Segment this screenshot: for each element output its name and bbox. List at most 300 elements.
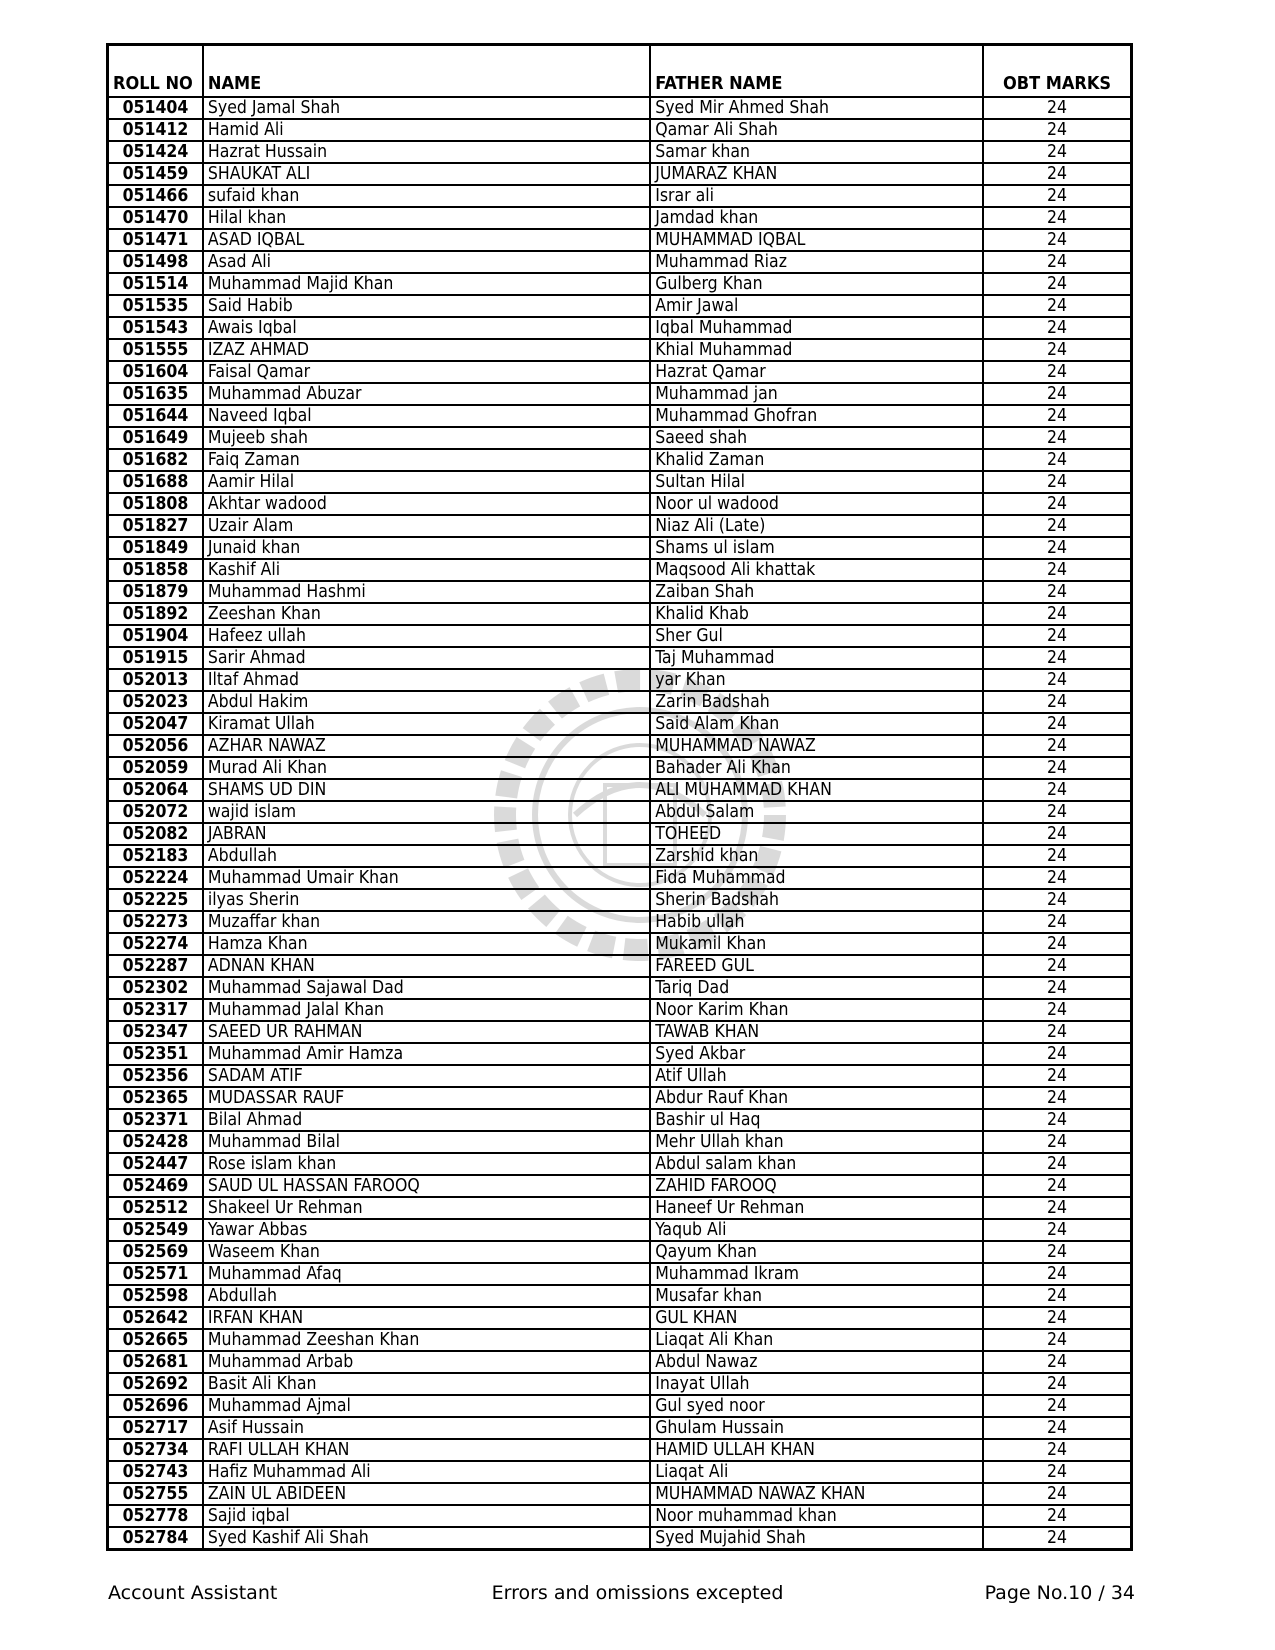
table-row (108, 1329, 1132, 1351)
name-cell: Muhammad Majid Khan (203, 273, 650, 295)
marks-cell: 24 (983, 1439, 1131, 1461)
name-cell: Muhammad Amir Hamza (203, 1043, 650, 1065)
marks-cell: 24 (983, 493, 1131, 515)
roll-no-cell: 052696 (108, 1395, 203, 1417)
marks-cell: 24 (983, 867, 1131, 889)
name-cell: Said Habib (203, 295, 650, 317)
table-row (108, 1219, 1132, 1241)
table-row (108, 867, 1132, 889)
table-row (108, 1153, 1132, 1175)
table-row (108, 97, 1132, 119)
marks-cell: 24 (983, 625, 1131, 647)
table-row (108, 449, 1132, 471)
father-name-cell: Haneef Ur Rehman (650, 1197, 983, 1219)
father-name-cell: Sher Gul (650, 625, 983, 647)
marks-cell: 24 (983, 317, 1131, 339)
father-name-cell: Sultan Hilal (650, 471, 983, 493)
father-name-cell: MUHAMMAD NAWAZ (650, 735, 983, 757)
name-cell: Hafiz Muhammad Ali (203, 1461, 650, 1483)
father-name-cell: Muhammad Ikram (650, 1263, 983, 1285)
name-cell: Muzaffar khan (203, 911, 650, 933)
name-cell: Uzair Alam (203, 515, 650, 537)
table-row (108, 317, 1132, 339)
name-cell: Hamid Ali (203, 119, 650, 141)
table-row (108, 823, 1132, 845)
name-cell: Asad Ali (203, 251, 650, 273)
name-cell: Junaid khan (203, 537, 650, 559)
footer-center: Errors and omissions excepted (491, 1582, 784, 1604)
roll-no-cell: 052371 (108, 1109, 203, 1131)
table-row (108, 603, 1132, 625)
name-cell: Abdullah (203, 845, 650, 867)
obt-marks-header: OBT MARKS (983, 45, 1131, 98)
father-name-cell: Iqbal Muhammad (650, 317, 983, 339)
father-name-cell: Atif Ullah (650, 1065, 983, 1087)
name-cell: Bilal Ahmad (203, 1109, 650, 1131)
table-row (108, 625, 1132, 647)
name-cell: Iltaf Ahmad (203, 669, 650, 691)
father-name-cell: Qamar Ali Shah (650, 119, 983, 141)
table-row (108, 1307, 1132, 1329)
marks-cell: 24 (983, 1219, 1131, 1241)
table-row (108, 735, 1132, 757)
roll-no-cell: 052428 (108, 1131, 203, 1153)
father-name-cell: Abdul Nawaz (650, 1351, 983, 1373)
father-name-cell: Bashir ul Haq (650, 1109, 983, 1131)
marks-cell: 24 (983, 1351, 1131, 1373)
roll-no-cell: 052734 (108, 1439, 203, 1461)
marks-cell: 24 (983, 845, 1131, 867)
roll-no-cell: 052059 (108, 757, 203, 779)
roll-no-cell: 051688 (108, 471, 203, 493)
table-row (108, 1439, 1132, 1461)
marks-cell: 24 (983, 1021, 1131, 1043)
table-row (108, 647, 1132, 669)
roll-no-cell: 052047 (108, 713, 203, 735)
father-name-cell: Gul syed noor (650, 1395, 983, 1417)
name-cell: Waseem Khan (203, 1241, 650, 1263)
marks-cell: 24 (983, 251, 1131, 273)
roll-no-cell: 052351 (108, 1043, 203, 1065)
roll-no-cell: 052717 (108, 1417, 203, 1439)
table-row (108, 1087, 1132, 1109)
table-row (108, 955, 1132, 977)
father-name-cell: Muhammad Ghofran (650, 405, 983, 427)
marks-cell: 24 (983, 999, 1131, 1021)
name-header: NAME (203, 45, 650, 98)
name-cell: Abdul Hakim (203, 691, 650, 713)
roll-no-cell: 052356 (108, 1065, 203, 1087)
name-cell: SAUD UL HASSAN FAROOQ (203, 1175, 650, 1197)
roll-no-cell: 051849 (108, 537, 203, 559)
table-body (108, 97, 1132, 1550)
name-cell: ilyas Sherin (203, 889, 650, 911)
marks-cell: 24 (983, 647, 1131, 669)
name-cell: Muhammad Afaq (203, 1263, 650, 1285)
father-name-cell: Amir Jawal (650, 295, 983, 317)
name-cell: Sarir Ahmad (203, 647, 650, 669)
roll-no-cell: 052642 (108, 1307, 203, 1329)
marks-cell: 24 (983, 1373, 1131, 1395)
father-name-cell: Gulberg Khan (650, 273, 983, 295)
marks-cell: 24 (983, 339, 1131, 361)
roll-no-cell: 052365 (108, 1087, 203, 1109)
table-row (108, 493, 1132, 515)
name-cell: Rose islam khan (203, 1153, 650, 1175)
marks-cell: 24 (983, 559, 1131, 581)
father-name-cell: Israr ali (650, 185, 983, 207)
table-row (108, 295, 1132, 317)
father-name-cell: GUL KHAN (650, 1307, 983, 1329)
name-cell: ZAIN UL ABIDEEN (203, 1483, 650, 1505)
name-cell: Muhammad Sajawal Dad (203, 977, 650, 999)
marks-cell: 24 (983, 779, 1131, 801)
roll-no-cell: 051535 (108, 295, 203, 317)
name-cell: Naveed Iqbal (203, 405, 650, 427)
table-row (108, 229, 1132, 251)
name-cell: Syed Jamal Shah (203, 97, 650, 119)
table-row (108, 669, 1132, 691)
father-name-cell: Zarshid khan (650, 845, 983, 867)
name-cell: Asif Hussain (203, 1417, 650, 1439)
marks-cell: 24 (983, 1131, 1131, 1153)
table-row (108, 911, 1132, 933)
table-row (108, 713, 1132, 735)
name-cell: Hafeez ullah (203, 625, 650, 647)
roll-no-cell: 051471 (108, 229, 203, 251)
table-row (108, 1131, 1132, 1153)
roll-no-cell: 052023 (108, 691, 203, 713)
father-name-cell: TOHEED (650, 823, 983, 845)
roll-no-cell: 051808 (108, 493, 203, 515)
father-name-cell: JUMARAZ KHAN (650, 163, 983, 185)
roll-no-cell: 052302 (108, 977, 203, 999)
father-name-cell: HAMID ULLAH KHAN (650, 1439, 983, 1461)
roll-no-cell: 052447 (108, 1153, 203, 1175)
father-name-cell: Syed Akbar (650, 1043, 983, 1065)
table-row (108, 185, 1132, 207)
roll-no-cell: 052287 (108, 955, 203, 977)
marks-cell: 24 (983, 823, 1131, 845)
table-row (108, 1241, 1132, 1263)
father-name-cell: Qayum Khan (650, 1241, 983, 1263)
father-name-cell: Samar khan (650, 141, 983, 163)
father-name-cell: Zaiban Shah (650, 581, 983, 603)
roll-no-cell: 052082 (108, 823, 203, 845)
roll-no-cell: 051543 (108, 317, 203, 339)
table-row (108, 427, 1132, 449)
roll-no-cell: 051412 (108, 119, 203, 141)
table-row (108, 1417, 1132, 1439)
father-name-cell: Muhammad Riaz (650, 251, 983, 273)
name-cell: ADNAN KHAN (203, 955, 650, 977)
father-name-cell: Khalid Zaman (650, 449, 983, 471)
roll-no-cell: 052598 (108, 1285, 203, 1307)
roll-no-cell: 051498 (108, 251, 203, 273)
marks-cell: 24 (983, 405, 1131, 427)
table-row (108, 361, 1132, 383)
marks-cell: 24 (983, 1285, 1131, 1307)
father-name-cell: Said Alam Khan (650, 713, 983, 735)
table-row (108, 779, 1132, 801)
roll-no-cell: 051459 (108, 163, 203, 185)
table-row (108, 559, 1132, 581)
name-cell: Awais Iqbal (203, 317, 650, 339)
name-cell: Murad Ali Khan (203, 757, 650, 779)
marks-cell: 24 (983, 1109, 1131, 1131)
table-row (108, 1351, 1132, 1373)
roll-no-cell: 051827 (108, 515, 203, 537)
marks-cell: 24 (983, 933, 1131, 955)
marks-cell: 24 (983, 383, 1131, 405)
father-name-cell: Shams ul islam (650, 537, 983, 559)
father-name-cell: Inayat Ullah (650, 1373, 983, 1395)
name-cell: JABRAN (203, 823, 650, 845)
marks-cell: 24 (983, 119, 1131, 141)
marks-cell: 24 (983, 1417, 1131, 1439)
name-cell: Muhammad Jalal Khan (203, 999, 650, 1021)
name-cell: Kashif Ali (203, 559, 650, 581)
father-name-cell: Abdul salam khan (650, 1153, 983, 1175)
marks-cell: 24 (983, 1329, 1131, 1351)
table-row (108, 1395, 1132, 1417)
marks-cell: 24 (983, 1263, 1131, 1285)
father-name-cell: Sherin Badshah (650, 889, 983, 911)
header-row (108, 45, 1132, 98)
name-cell: Yawar Abbas (203, 1219, 650, 1241)
name-cell: Muhammad Ajmal (203, 1395, 650, 1417)
name-cell: SADAM ATIF (203, 1065, 650, 1087)
marks-cell: 24 (983, 1065, 1131, 1087)
table-row (108, 405, 1132, 427)
roll-no-cell: 052665 (108, 1329, 203, 1351)
father-name-cell: Abdur Rauf Khan (650, 1087, 983, 1109)
father-name-cell: Noor muhammad khan (650, 1505, 983, 1527)
roll-no-cell: 052273 (108, 911, 203, 933)
table-row (108, 889, 1132, 911)
table-row (108, 1285, 1132, 1307)
marks-cell: 24 (983, 1153, 1131, 1175)
name-cell: Basit Ali Khan (203, 1373, 650, 1395)
roll-no-cell: 052743 (108, 1461, 203, 1483)
roll-no-cell: 051555 (108, 339, 203, 361)
roll-no-cell: 052225 (108, 889, 203, 911)
marks-cell: 24 (983, 207, 1131, 229)
marks-cell: 24 (983, 295, 1131, 317)
roll-no-cell: 051915 (108, 647, 203, 669)
roll-no-cell: 051858 (108, 559, 203, 581)
roll-no-cell: 052072 (108, 801, 203, 823)
roll-no-cell: 052569 (108, 1241, 203, 1263)
name-cell: IRFAN KHAN (203, 1307, 650, 1329)
marks-cell: 24 (983, 911, 1131, 933)
name-cell: Muhammad Abuzar (203, 383, 650, 405)
marks-cell: 24 (983, 581, 1131, 603)
father-name-header: FATHER NAME (650, 45, 983, 98)
roll-no-cell: 052056 (108, 735, 203, 757)
father-name-cell: ZAHID FAROOQ (650, 1175, 983, 1197)
father-name-cell: Fida Muhammad (650, 867, 983, 889)
table-row (108, 801, 1132, 823)
name-cell: Faiq Zaman (203, 449, 650, 471)
table-row (108, 515, 1132, 537)
roll-no-header: ROLL NO (108, 45, 203, 98)
roll-no-cell: 052692 (108, 1373, 203, 1395)
marks-cell: 24 (983, 1241, 1131, 1263)
name-cell: Kiramat Ullah (203, 713, 650, 735)
father-name-cell: Liaqat Ali (650, 1461, 983, 1483)
table-row (108, 1021, 1132, 1043)
father-name-cell: Habib ullah (650, 911, 983, 933)
roll-no-cell: 052064 (108, 779, 203, 801)
table-row (108, 581, 1132, 603)
roll-no-cell: 052183 (108, 845, 203, 867)
marks-cell: 24 (983, 1461, 1131, 1483)
name-cell: RAFI ULLAH KHAN (203, 1439, 650, 1461)
father-name-cell: yar Khan (650, 669, 983, 691)
roll-no-cell: 051892 (108, 603, 203, 625)
name-cell: Zeeshan Khan (203, 603, 650, 625)
roll-no-cell: 052784 (108, 1527, 203, 1550)
father-name-cell: Noor ul wadood (650, 493, 983, 515)
name-cell: Faisal Qamar (203, 361, 650, 383)
table-row (108, 471, 1132, 493)
table-row (108, 273, 1132, 295)
name-cell: Muhammad Hashmi (203, 581, 650, 603)
father-name-cell: Hazrat Qamar (650, 361, 983, 383)
father-name-cell: Mukamil Khan (650, 933, 983, 955)
marks-cell: 24 (983, 735, 1131, 757)
table-row (108, 691, 1132, 713)
roll-no-cell: 051682 (108, 449, 203, 471)
table-row (108, 1043, 1132, 1065)
roll-no-cell: 051904 (108, 625, 203, 647)
name-cell: SHAMS UD DIN (203, 779, 650, 801)
marks-cell: 24 (983, 97, 1131, 119)
father-name-cell: Khial Muhammad (650, 339, 983, 361)
roll-no-cell: 052013 (108, 669, 203, 691)
table-row (108, 1197, 1132, 1219)
father-name-cell: Syed Mujahid Shah (650, 1527, 983, 1550)
table-row (108, 977, 1132, 999)
roll-no-cell: 052512 (108, 1197, 203, 1219)
table-row (108, 999, 1132, 1021)
roll-no-cell: 051604 (108, 361, 203, 383)
father-name-cell: Musafar khan (650, 1285, 983, 1307)
father-name-cell: Mehr Ullah khan (650, 1131, 983, 1153)
name-cell: ASAD IQBAL (203, 229, 650, 251)
marks-cell: 24 (983, 229, 1131, 251)
table-row (108, 1461, 1132, 1483)
table-row (108, 933, 1132, 955)
roll-no-cell: 052571 (108, 1263, 203, 1285)
page-number: Page No.10 / 34 (984, 1582, 1135, 1604)
name-cell: Muhammad Umair Khan (203, 867, 650, 889)
father-name-cell: FAREED GUL (650, 955, 983, 977)
table-row (108, 163, 1132, 185)
marks-cell: 24 (983, 1175, 1131, 1197)
roll-no-cell: 052778 (108, 1505, 203, 1527)
table-row (108, 207, 1132, 229)
roll-no-cell: 052274 (108, 933, 203, 955)
father-name-cell: Maqsood Ali khattak (650, 559, 983, 581)
name-cell: Syed Kashif Ali Shah (203, 1527, 650, 1550)
father-name-cell: Yaqub Ali (650, 1219, 983, 1241)
name-cell: sufaid khan (203, 185, 650, 207)
roll-no-cell: 051424 (108, 141, 203, 163)
name-cell: MUDASSAR RAUF (203, 1087, 650, 1109)
marks-cell: 24 (983, 515, 1131, 537)
table-row (108, 339, 1132, 361)
marks-cell: 24 (983, 757, 1131, 779)
table-row (108, 1373, 1132, 1395)
marks-cell: 24 (983, 1197, 1131, 1219)
name-cell: AZHAR NAWAZ (203, 735, 650, 757)
roll-no-cell: 052469 (108, 1175, 203, 1197)
roll-no-cell: 052549 (108, 1219, 203, 1241)
marks-cell: 24 (983, 537, 1131, 559)
marks-cell: 24 (983, 889, 1131, 911)
footer-left: Account Assistant (108, 1582, 278, 1604)
table-row (108, 383, 1132, 405)
marks-cell: 24 (983, 163, 1131, 185)
marks-cell: 24 (983, 713, 1131, 735)
table-row (108, 845, 1132, 867)
table-row (108, 757, 1132, 779)
name-cell: Abdullah (203, 1285, 650, 1307)
father-name-cell: MUHAMMAD IQBAL (650, 229, 983, 251)
name-cell: Mujeeb shah (203, 427, 650, 449)
table-row (108, 119, 1132, 141)
marks-cell: 24 (983, 801, 1131, 823)
roll-no-cell: 052681 (108, 1351, 203, 1373)
results-table (106, 43, 1133, 1551)
table-row (108, 1065, 1132, 1087)
name-cell: Sajid iqbal (203, 1505, 650, 1527)
marks-cell: 24 (983, 977, 1131, 999)
marks-cell: 24 (983, 1505, 1131, 1527)
roll-no-cell: 051649 (108, 427, 203, 449)
father-name-cell: Abdul Salam (650, 801, 983, 823)
roll-no-cell: 051879 (108, 581, 203, 603)
marks-cell: 24 (983, 1395, 1131, 1417)
father-name-cell: Ghulam Hussain (650, 1417, 983, 1439)
marks-cell: 24 (983, 273, 1131, 295)
marks-cell: 24 (983, 691, 1131, 713)
name-cell: Muhammad Zeeshan Khan (203, 1329, 650, 1351)
table-row (108, 1483, 1132, 1505)
name-cell: Aamir Hilal (203, 471, 650, 493)
roll-no-cell: 051635 (108, 383, 203, 405)
father-name-cell: Taj Muhammad (650, 647, 983, 669)
name-cell: Shakeel Ur Rehman (203, 1197, 650, 1219)
marks-cell: 24 (983, 141, 1131, 163)
marks-cell: 24 (983, 955, 1131, 977)
marks-cell: 24 (983, 669, 1131, 691)
name-cell: Muhammad Bilal (203, 1131, 650, 1153)
father-name-cell: MUHAMMAD NAWAZ KHAN (650, 1483, 983, 1505)
name-cell: Akhtar wadood (203, 493, 650, 515)
roll-no-cell: 052347 (108, 1021, 203, 1043)
name-cell: Hilal khan (203, 207, 650, 229)
marks-cell: 24 (983, 1087, 1131, 1109)
marks-cell: 24 (983, 185, 1131, 207)
father-name-cell: Syed Mir Ahmed Shah (650, 97, 983, 119)
father-name-cell: Jamdad khan (650, 207, 983, 229)
father-name-cell: Tariq Dad (650, 977, 983, 999)
roll-no-cell: 052755 (108, 1483, 203, 1505)
table-row (108, 1175, 1132, 1197)
